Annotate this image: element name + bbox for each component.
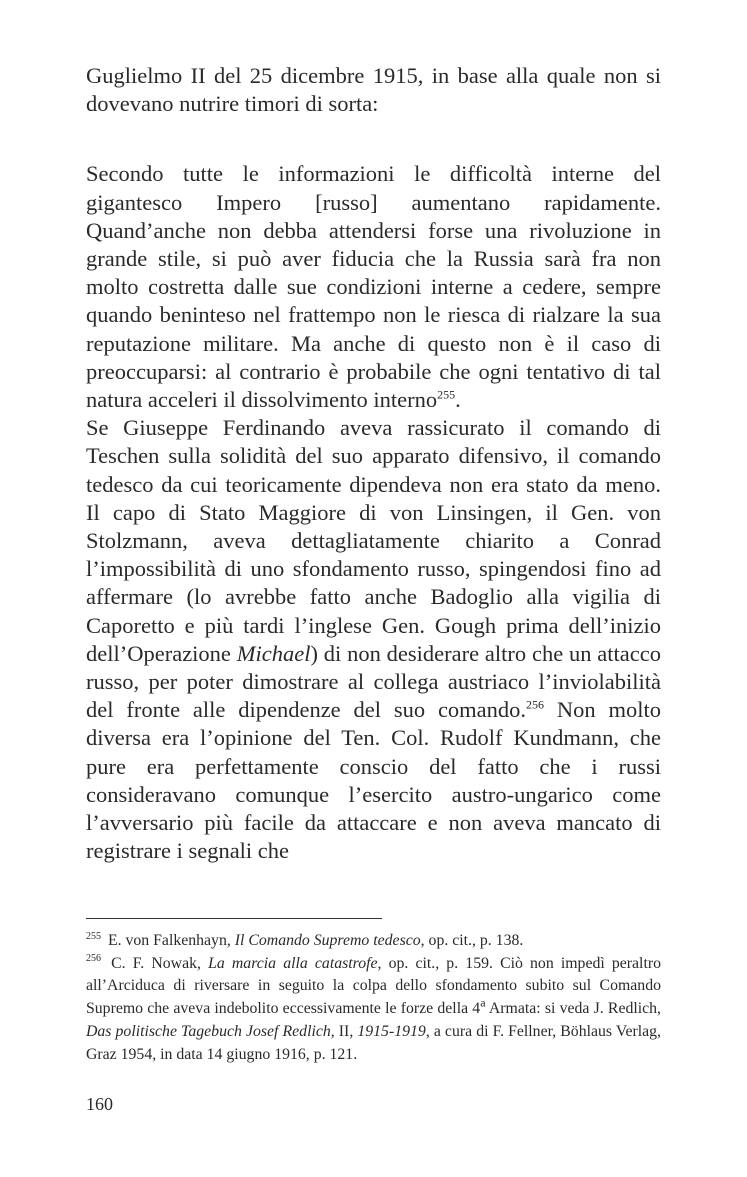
footnotes: [86, 930, 661, 1066]
footnote-255: [86, 930, 661, 953]
footnote-number: 255: [86, 930, 101, 942]
footnote-ref-255[interactable]: 255: [437, 387, 456, 402]
paragraph-body: [86, 414, 661, 865]
footnote-title: La marcia alla catastrofe: [208, 954, 378, 972]
footnote-title: Il Comando Supremo tedesco: [234, 932, 421, 949]
footnote-years: 1915-1919: [357, 1022, 426, 1040]
body-text-a: Se Giuseppe Ferdinando aveva rassicurato il comando di Teschen sulla solidità del suo apparato difensivo, il comando tedesco da cui teoricamente dipendeva non era stato da meno. Il capo di Stato Maggiore di von Linsingen, il Gen. von Stolzmann, aveva dettagliatamente chiarito a Conrad l’impossibilità di uno sfondamento russo, spingendosi fino ad affermare (lo avrebbe fatto anche Badoglio alla vigilia di Caporetto e più tardi l’inglese Gen. Gough prima dell’inizio dell’Operazione: [86, 415, 661, 666]
body-text-b: ) di non desiderare altro che un attacco russo, per poter dimostrare al collega austriaco l’inviolabilità del fronte alle dipendenze del suo comando.: [86, 640, 662, 723]
quote-text: Secondo tutte le informazioni le difficoltà interne del gigantesco Impero [russo] aumentano rapidamente. Quand’anche non debba attendersi forse una rivoluzione in grande stile, si può aver fiducia che la Russia sarà fra non molto costretta dalle sue condizioni interne a cedere, sempre quando beninteso nel frattempo non le riesca di rialzare la sua reputazione militare. Ma anche di questo non è il caso di preoccuparsi: al contrario è probabile che ogni tentativo di tal natura acceleri il dissolvimento interno: [86, 161, 661, 413]
footnote-text: Armata: si veda J. Redlich,: [485, 1000, 661, 1018]
footnote-text: , op. cit., p. 159. Ciò non impedì peraltro all’Arciduca di riversare in seguito la colpa dello sfondamento subito sul Comando Supremo che aveva indebolito eccessivamente le forze della 4: [86, 954, 661, 1018]
quote-end: .: [455, 387, 461, 413]
footnote-text: , II,: [330, 1022, 358, 1040]
ordinal-superscript: a: [480, 995, 486, 1010]
page-number: 160: [86, 1094, 113, 1114]
footnote-ref-256[interactable]: 256: [526, 697, 545, 712]
footnote-text: , op. cit., p. 138.: [420, 932, 524, 949]
paragraph-intro: Guglielmo II del 25 dicembre 1915, in base alla quale non si dovevano nutrire timori di sorta:: [86, 63, 661, 117]
footnote-number: 256: [86, 953, 101, 965]
operation-name: Michael: [236, 640, 311, 666]
footnote-title: Das politische Tagebuch Josef Redlich: [86, 1022, 331, 1040]
footnote-text: E. von Falkenhayn,: [104, 932, 235, 949]
footnote-separator: [86, 918, 382, 919]
block-quote: [86, 160, 661, 414]
footnote-256: [86, 953, 661, 1067]
footnote-text: , a cura di F. Fellner, Böhlaus Verlag, Graz 1954, in data 14 giugno 1916, p. 121.: [86, 1022, 662, 1063]
body-text-c: Non molto diversa era l’opinione del Ten. Col. Rudolf Kundmann, che pure era perfettamente conscio del fatto che i russi consideravano comunque l’esercito austro-ungarico come l’avversario più facile da attaccare e non aveva mancato di registrare i segnali che: [86, 697, 661, 864]
main-text: [86, 62, 661, 865]
footnote-text: C. F. Nowak,: [104, 954, 209, 972]
